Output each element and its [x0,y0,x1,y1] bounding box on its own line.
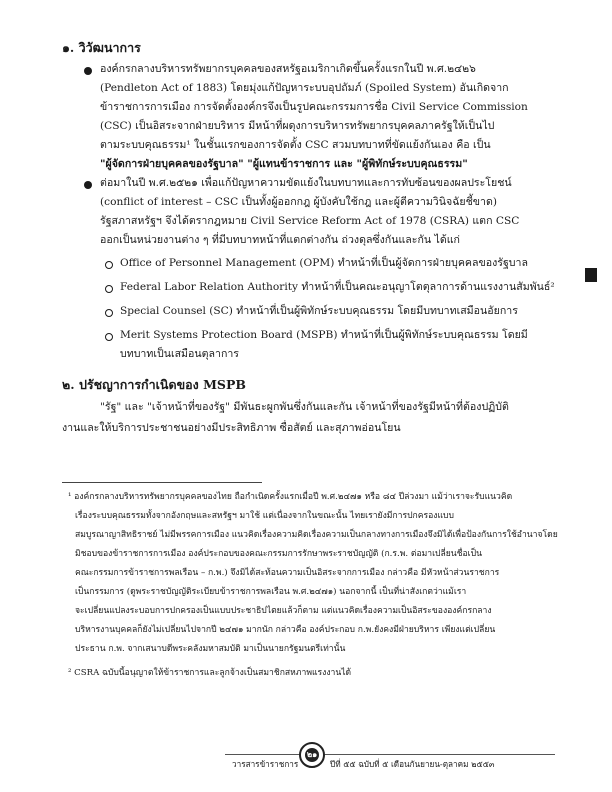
paragraph-line: (Pendleton Act of 1883) โดยมุ่งแก้ปัญหาระบบอุปถัมภ์ (Spoiled System) อันเกิดจาก [100,82,509,94]
footnote-line: เรื่องระบบคุณธรรมทั้งจากอังกฤษและสหรัฐฯ มาใช้ แต่เนื่องจากในขณะนั้น ไทยเรายังมีการปกครองแบบ [75,511,454,521]
paragraph-line: งานและให้บริการประชาชนอย่างมีประสิทธิภาพ ซื่อสัตย์ และสุภาพอ่อนโยน [62,422,401,434]
sub-item-line: Office of Personnel Management (OPM) ทำหน้าที่เป็นผู้จัดการฝ่ายบุคคลของรัฐบาล [120,257,528,269]
margin-mark [585,268,597,282]
sub-bullet-icon [105,333,113,341]
footnote-line: มิชอบของข้าราชการการเมือง องค์ประกอบของคณะกรรมการรักษาพระราชบัญญัติ (ก.ร.พ. ต่อมาเปลี่ยนชื่อเป็น [75,549,482,559]
sub-bullet-icon [105,309,113,317]
sub-item-line: Federal Labor Relation Authority ทำหน้าที่เป็นคณะอนุญาโตตุลาการด้านแรงงานสัมพันธ์² [120,281,555,293]
sub-item-line: Special Counsel (SC) ทำหน้าที่เป็นผู้พิทักษ์ระบบคุณธรรม โดยมีบทบาทเสมือนอัยการ [120,305,518,317]
footnote-divider [62,482,262,483]
paragraph-line: ออกเป็นหน่วยงานต่าง ๆ ที่มีบทบาทหน้าที่แตกต่างกัน ถ่วงดุลซึ่งกันและกัน ได้แก่ [100,234,460,246]
paragraph-line: รัฐสภาสหรัฐฯ จึงได้ตรากฎหมาย Civil Service Reform Act of 1978 (CSRA) แตก CSC [100,215,520,227]
footnote-line: สมบูรณาญาสิทธิราชย์ ไม่มีพรรคการเมือง แนวคิดเรื่องความคิดเรื่องความเป็นกลางทางการเมืองจึงมิได้เพื่อป้องกันการใช้อำนาจโดย [75,530,558,540]
section-1-heading: ๑. วิวัฒนาการ [62,40,141,55]
paragraph-line: (CSC) เป็นอิสระจากฝ่ายบริหาร มีหน้าที่ผดุงการบริหารทรัพยากรบุคคลภาครัฐให้เป็นไป [100,120,495,132]
paragraph-line: ข้าราชการการเมือง การจัดตั้งองค์กรจึงเป็นรูปคณะกรรมการชื่อ Civil Service Commission [100,101,528,113]
sub-item-line: บทบาทเป็นเสมือนตุลาการ [120,348,239,360]
sub-bullet-icon [105,285,113,293]
page-number: ๒๑ [306,749,318,759]
section-2-heading: ๒. ปรัชญาการกำเนิดของ MSPB [62,377,246,392]
footer-rule [225,754,555,755]
paragraph-line: ตามระบบคุณธรรม¹ ในชั้นแรกของการจัดตั้ง CSC สวมบทบาทที่ขัดแย้งกันเอง คือ เป็น [100,139,491,151]
journal-logo-icon [299,742,325,768]
sub-item-line: Merit Systems Protection Board (MSPB) ทำหน้าที่เป็นผู้พิทักษ์ระบบคุณธรรม โดยมี [120,329,528,341]
paragraph-line: ต่อมาในปี พ.ศ.๒๕๒๑ เพื่อแก้ปัญหาความขัดแย้งในบทบาทและการทับซ้อนของผลประโยชน์ [100,177,512,189]
footnote-line: ประธาน ก.พ. จากเสนาบดีพระคลังมหาสมบัติ มาเป็นนายกรัฐมนตรีเท่านั้น [75,644,346,654]
footnote-line: ¹ องค์กรกลางบริหารทรัพยากรบุคคลของไทย ถือกำเนิดครั้งแรกเมื่อปี พ.ศ.๒๔๗๑ หรือ ๘๔ ปีล่วงมา แม้ว่าเราจะรับแนวคิด [68,492,513,502]
footnote-line: จะเปลี่ยนแปลงระบอบการปกครองเป็นแบบประชาธิปไตยแล้วก็ตาม แต่แนวคิดเรื่องความเป็นอิสระขององค์กรกลาง [75,606,492,616]
footer-journal-name: วารสารข้าราชการ [232,759,299,769]
footnote-line: คณะกรรมการข้าราชการพลเรือน – ก.พ.) จึงมิได้สะท้อนความเป็นอิสระจากการเมือง กล่าวคือ มีหัวหน้าส่วนราชการ [75,568,500,578]
bullet-icon [84,181,92,189]
paragraph-line: (conflict of interest – CSC เป็นทั้งผู้ออกกฎ ผู้บังคับใช้กฎ และผู้ตีความวินิจฉัยชี้ขาด) [100,196,498,208]
footnote-line: บริหารงานบุคคลก็ยังไม่เปลี่ยนไปจากปี ๒๔๗๑ มากนัก กล่าวคือ องค์ประกอบ ก.พ.ยังคงมีฝ่ายบริหาร เพียงแต่เปลี่ยน [75,625,496,635]
sub-bullet-icon [105,261,113,269]
paragraph-line: องค์กรกลางบริหารทรัพยากรบุคคลของสหรัฐอเมริกาเกิดขึ้นครั้งแรกในปี พ.ศ.๒๔๒๖ [100,63,476,75]
footnote-line: เป็นกรรมการ (ดูพระราชบัญญัติระเบียบข้าราชการพลเรือน พ.ศ.๒๔๗๑) นอกจากนี้ เป็นที่น่าสังเกตว่าแม้เรา [75,587,467,597]
bullet-icon [84,67,92,75]
footnote-line: ² CSRA ฉบับนี้อนุญาตให้ข้าราชการและลูกจ้างเป็นสมาชิกสหภาพแรงงานได้ [68,668,352,678]
footer-issue-info: ปีที่ ๕๕ ฉบับที่ ๕ เดือนกันยายน-ตุลาคม ๒๕๕๓ [330,759,495,769]
paragraph-line: "ผู้จัดการฝ่ายบุคคลของรัฐบาล" "ผู้แทนข้าราชการ และ "ผู้พิทักษ์ระบบคุณธรรม" [100,158,468,170]
paragraph-line: "รัฐ" และ "เจ้าหน้าที่ของรัฐ" มีพันธะผูกพันซึ่งกันและกัน เจ้าหน้าที่ของรัฐมีหน้าที่ต้องปฏิบัติ [100,401,509,413]
